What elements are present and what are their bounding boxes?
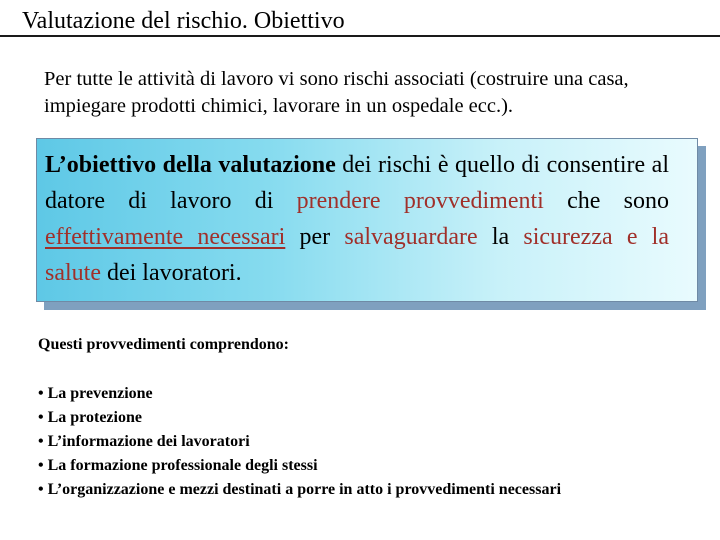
list-item: • La protezione [38, 406, 561, 430]
emphasis-necessari: effettivamente necessari [45, 224, 286, 250]
title-divider [0, 35, 720, 37]
list-item: • La formazione professionale degli stessi [38, 454, 561, 478]
slide-title: Valutazione del rischio. Obiettivo [22, 8, 345, 34]
highlight-text-segment: la [477, 224, 524, 250]
objective-phrase: L’obiettivo della valutazione [45, 152, 336, 178]
emphasis-provvedimenti: prendere provvedimenti [296, 188, 544, 214]
highlight-text-segment: dei rischi è quello di consentire al datore di lavoro di [45, 152, 669, 214]
measures-list [38, 382, 561, 502]
highlight-text [45, 147, 669, 291]
measures-heading: Questi provvedimenti comprendono: [38, 336, 289, 353]
emphasis-salvaguardare: salvaguardare [344, 224, 478, 250]
list-item: • L’organizzazione e mezzi destinati a porre in atto i provvedimenti necessari [38, 478, 561, 502]
intro-paragraph: Per tutte le attività di lavoro vi sono rischi associati (costruire una casa, impiegare prodotti chimici, lavorare in un ospedale ecc.). [44, 68, 629, 117]
highlight-text-segment: dei lavoratori. [100, 260, 242, 286]
highlight-text-segment: per [285, 224, 345, 250]
highlight-box [36, 138, 698, 302]
emphasis-sicurezza-salute: sicurezza e la salute [45, 224, 669, 286]
list-item: • La prevenzione [38, 382, 561, 406]
list-item: • L’informazione dei lavoratori [38, 430, 561, 454]
highlight-text-segment: che sono [543, 188, 669, 214]
